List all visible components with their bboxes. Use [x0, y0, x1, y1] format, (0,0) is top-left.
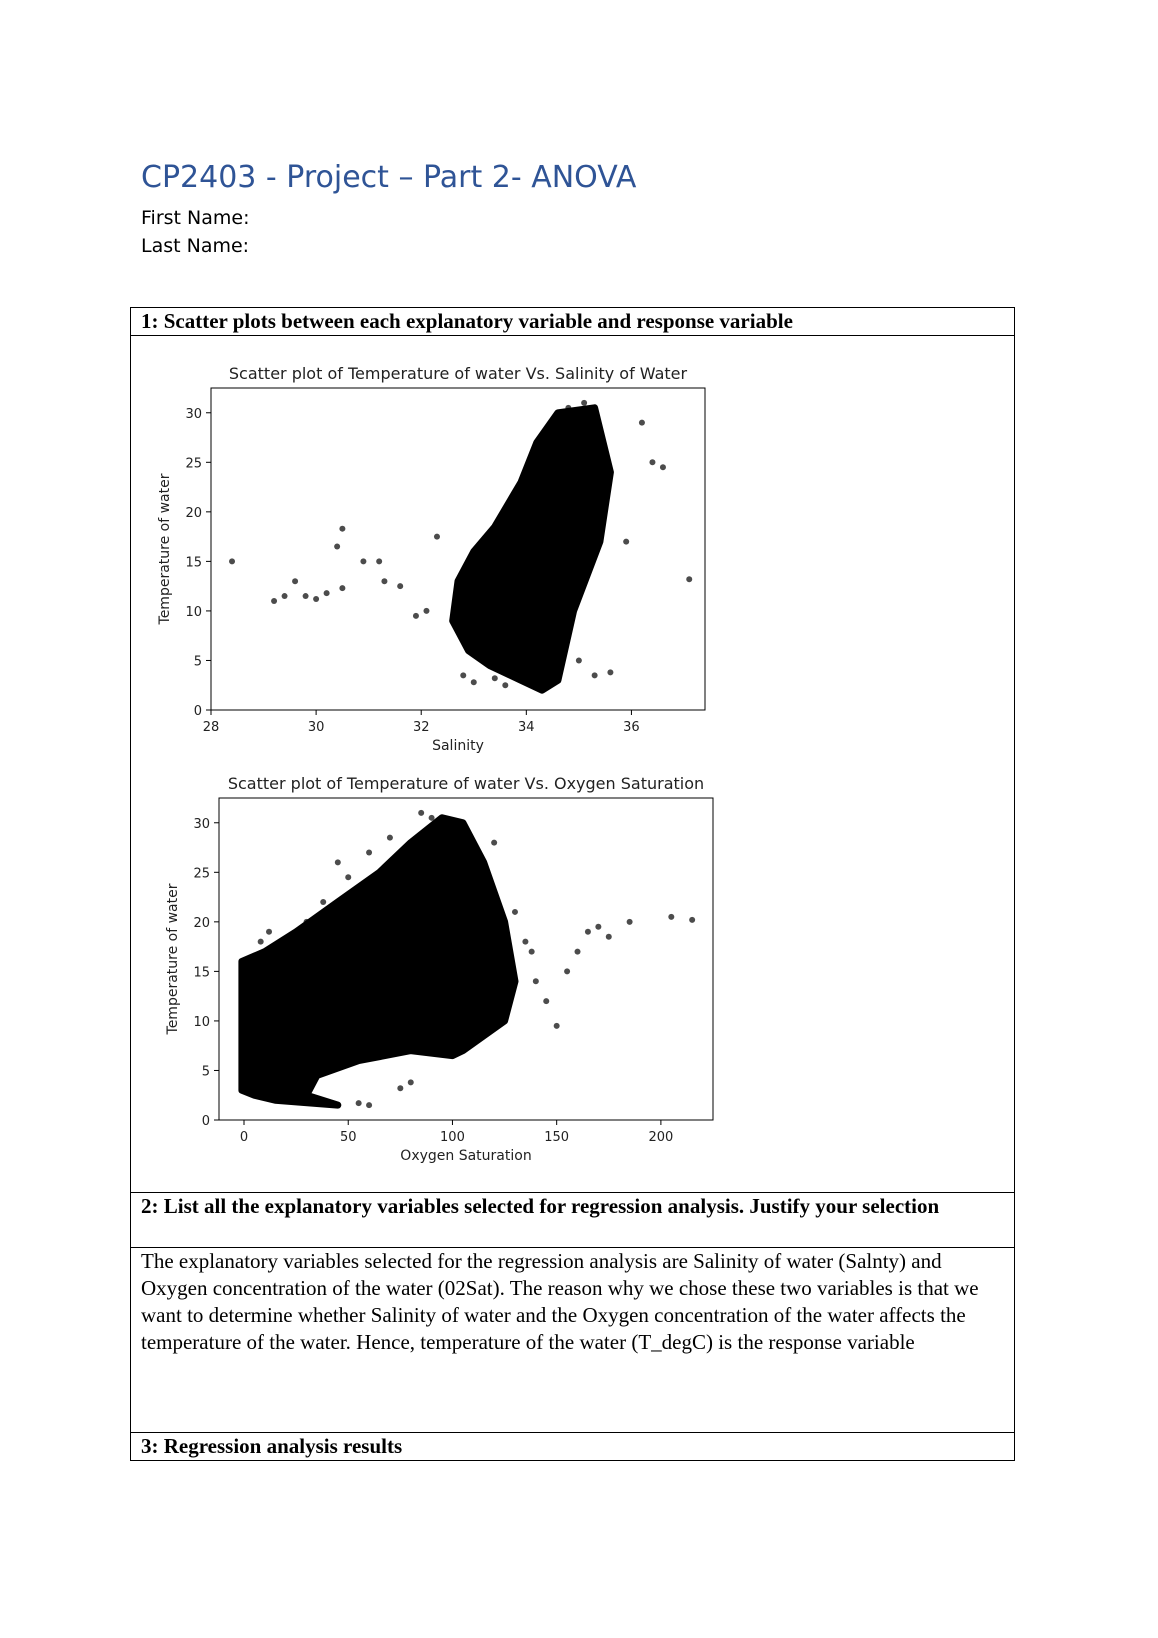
- data-point: [229, 558, 235, 564]
- data-point: [639, 420, 645, 426]
- data-point: [689, 917, 695, 923]
- salinity-scatter-plot: [151, 346, 711, 756]
- data-point: [512, 909, 518, 915]
- data-point: [339, 526, 345, 532]
- data-point: [564, 968, 570, 974]
- data-point: [686, 576, 692, 582]
- data-point: [397, 1085, 403, 1091]
- x-tick-label: 200: [648, 1130, 674, 1145]
- x-tick-label: 34: [518, 720, 535, 735]
- data-point: [335, 859, 341, 865]
- y-tick-label: 0: [193, 704, 202, 719]
- y-tick-label: 20: [193, 915, 210, 931]
- x-axis-label: Oxygen Saturation: [400, 1148, 532, 1164]
- data-point: [408, 1079, 414, 1085]
- y-tick-label: 25: [193, 866, 210, 882]
- section-1-heading: 1: Scatter plots between each explanatory variable and response variable: [131, 308, 1015, 336]
- data-point: [491, 840, 497, 846]
- section-3-heading: 3: Regression analysis results: [131, 1433, 1015, 1461]
- plot-frame: [211, 388, 705, 710]
- data-point: [282, 593, 288, 599]
- section-1-plots-row: [131, 336, 1015, 1193]
- chart-title: Scatter plot of Temperature of water Vs. Oxygen Saturation: [227, 774, 705, 793]
- x-tick-label: 32: [412, 720, 430, 735]
- data-point: [470, 840, 476, 846]
- data-point: [356, 1100, 362, 1106]
- data-point: [387, 835, 393, 841]
- x-tick-label: 150: [544, 1130, 570, 1145]
- y-tick-label: 10: [185, 604, 202, 620]
- data-point: [266, 929, 272, 935]
- data-point: [381, 578, 387, 584]
- data-point: [627, 919, 633, 925]
- data-point: [595, 924, 601, 930]
- y-tick-label: 15: [193, 965, 210, 981]
- data-point: [413, 613, 419, 619]
- data-point: [423, 608, 429, 614]
- data-point: [292, 578, 298, 584]
- data-point: [529, 949, 535, 955]
- data-point: [581, 400, 587, 406]
- x-tick-label: 30: [307, 720, 325, 735]
- project-table: [130, 307, 1015, 1461]
- data-point: [376, 558, 382, 564]
- data-point: [360, 558, 366, 564]
- last-name-label: Last Name:: [141, 235, 250, 257]
- y-tick-label: 25: [185, 456, 202, 472]
- y-axis-label: Temperature of water: [157, 473, 173, 625]
- data-point: [660, 464, 666, 470]
- data-point: [258, 939, 264, 945]
- data-point: [429, 815, 435, 821]
- y-tick-label: 0: [201, 1114, 210, 1129]
- data-point: [668, 914, 674, 920]
- data-point: [607, 669, 613, 675]
- oxygen-scatter-plot: [151, 756, 731, 1171]
- section-2-heading: 2: List all the explanatory variables selected for regression analysis. Justify your selection: [131, 1193, 1015, 1248]
- data-point: [313, 596, 319, 602]
- first-name-label: First Name:: [141, 207, 250, 229]
- data-point: [345, 874, 351, 880]
- y-tick-label: 15: [185, 555, 202, 571]
- x-tick-label: 28: [202, 720, 220, 735]
- data-point: [334, 544, 340, 550]
- x-axis-label: Salinity: [432, 738, 484, 754]
- data-point: [522, 939, 528, 945]
- data-point: [585, 929, 591, 935]
- data-point: [554, 1023, 560, 1029]
- data-point: [565, 405, 571, 411]
- section-2-body-row: [131, 1248, 1015, 1433]
- data-point: [575, 949, 581, 955]
- data-point: [592, 672, 598, 678]
- x-tick-label: 0: [239, 1130, 249, 1145]
- data-point: [606, 934, 612, 940]
- y-tick-label: 30: [185, 406, 202, 422]
- data-point: [303, 593, 309, 599]
- y-axis-label: Temperature of water: [165, 883, 181, 1035]
- y-tick-label: 5: [193, 654, 202, 670]
- data-point: [304, 919, 310, 925]
- data-point: [460, 672, 466, 678]
- section-3-header-row: [131, 1433, 1015, 1461]
- y-tick-label: 30: [193, 816, 210, 832]
- data-point: [533, 978, 539, 984]
- document-title: CP2403 - Project – Part 2- ANOVA: [141, 160, 637, 195]
- section-2-body: The explanatory variables selected for the regression analysis are Salinity of water (Salnty) and Oxygen concentration of the water (02Sat). The reason why we chose these two variables is that we want to determine whether Salinity of water and the Oxygen concentration of the water affects the temperature of the water. Hence, temperature of the water (T_degC) is the response variable: [131, 1248, 1015, 1433]
- y-tick-label: 20: [185, 505, 202, 521]
- data-point: [339, 585, 345, 591]
- data-point: [366, 849, 372, 855]
- data-point: [623, 539, 629, 545]
- x-tick-label: 100: [440, 1130, 465, 1145]
- data-point: [271, 598, 277, 604]
- data-point: [543, 998, 549, 1004]
- data-point: [649, 459, 655, 465]
- x-tick-label: 36: [623, 720, 640, 735]
- data-point: [471, 679, 477, 685]
- data-point: [324, 590, 330, 596]
- data-point: [576, 657, 582, 663]
- y-tick-label: 10: [193, 1014, 210, 1030]
- section-1-header-row: [131, 308, 1015, 336]
- data-point: [502, 682, 508, 688]
- data-point: [492, 675, 498, 681]
- y-tick-label: 5: [201, 1064, 210, 1080]
- section-2-header-row: [131, 1193, 1015, 1248]
- plots-cell: [131, 336, 1015, 1193]
- x-tick-label: 50: [339, 1130, 357, 1145]
- data-point: [418, 810, 424, 816]
- data-point: [434, 534, 440, 540]
- data-point: [366, 1102, 372, 1108]
- chart-title: Scatter plot of Temperature of water Vs. Salinity of Water: [228, 364, 688, 383]
- data-point: [320, 899, 326, 905]
- data-point: [397, 583, 403, 589]
